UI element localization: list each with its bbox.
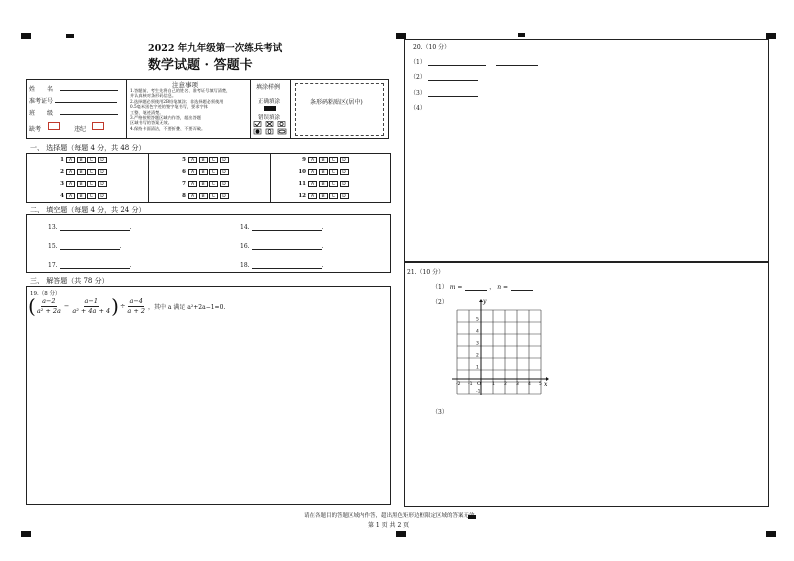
- y-tick-label: 2: [476, 353, 479, 359]
- q20-part1[interactable]: （1）: [410, 57, 538, 66]
- q20-label: 20.（10 分）: [413, 44, 451, 51]
- x-tick-label: 5: [539, 382, 542, 387]
- class-field[interactable]: [60, 108, 118, 115]
- registration-mark-bc: [396, 531, 406, 537]
- mcq-question-6[interactable]: 6 A B C D: [176, 168, 230, 176]
- violation-label: 违纪: [74, 126, 87, 133]
- q20-part4: （4）: [410, 105, 426, 112]
- section1-title: 一、 选择题（每题 4 分，共 48 分）: [30, 144, 146, 152]
- q19-expression: ( $\frac{a-2}{\text{a² + 2a}}$ − $\frac{a-1}{\text{a² + 4a + 4}}$ ) ÷ $\frac{a-4}{a + 2}$ ，其中 a 满足 a²+2a−1=0.: [28, 294, 226, 318]
- registration-mark-tc3: [518, 33, 525, 37]
- mcq-question-4[interactable]: 4 A B C D: [54, 192, 108, 200]
- blank-15[interactable]: 15. .: [48, 243, 122, 250]
- fill-correct-label: 正确填涂: [258, 99, 281, 105]
- mcq-question-11[interactable]: 11 A B C D: [296, 180, 350, 188]
- y-tick-label: 5: [476, 317, 479, 323]
- blank-14[interactable]: 14. .: [240, 224, 324, 231]
- barcode-area: [295, 83, 384, 136]
- fill-correct-sample: [264, 106, 276, 111]
- mcq-question-1[interactable]: 1 A B C D: [54, 156, 108, 164]
- coordinate-grid[interactable]: [450, 298, 550, 398]
- y-tick-label: 1: [476, 365, 479, 371]
- footer-page: 第 1 页 共 2 页: [368, 522, 410, 529]
- q21-part3-label: （3）: [432, 409, 448, 416]
- mcq-question-7[interactable]: 7 A B C D: [176, 180, 230, 188]
- y-axis-label: y: [483, 298, 487, 305]
- x-tick-label: 4: [528, 382, 531, 387]
- name-label: 姓 名: [29, 86, 54, 93]
- q19-answer-area[interactable]: [26, 286, 391, 505]
- barcode-label: 条形码粘贴区(居中): [310, 99, 363, 106]
- registration-mark-br: [766, 531, 776, 537]
- origin-label: O: [477, 381, 482, 387]
- exam-id-field[interactable]: [55, 96, 117, 103]
- mcq-question-5[interactable]: 5 A B C D: [176, 156, 230, 164]
- footer-warning: 请在各题目的答题区域内作答，超出黑色矩形边框限定区域的答案无效: [304, 513, 475, 519]
- missing-label: 缺考: [29, 126, 42, 133]
- blank-17[interactable]: 17. .: [48, 262, 132, 269]
- x-axis-label: x: [544, 381, 548, 388]
- q20-part3[interactable]: （3）: [410, 88, 478, 97]
- mcq-question-9[interactable]: 9 A B C D: [296, 156, 350, 164]
- exam-id-label: 准考证号: [29, 98, 54, 105]
- exam-title: 2022 年九年级第一次练兵考试: [148, 43, 283, 54]
- mcq-question-10[interactable]: 10 A B C D: [296, 168, 350, 176]
- y-tick-label: -1: [476, 389, 481, 395]
- y-tick-label: 3: [476, 341, 479, 347]
- notes-title: 注意事项: [172, 81, 198, 89]
- mcq-question-12[interactable]: 12 A B C D: [296, 192, 350, 200]
- mcq-question-8[interactable]: 8 A B C D: [176, 192, 230, 200]
- fill-example-title: 填涂样例: [256, 84, 281, 91]
- x-tick-label: -1: [468, 382, 473, 387]
- q21-label: 21.（10 分）: [407, 269, 445, 276]
- blank-13[interactable]: 13. .: [48, 224, 132, 231]
- x-tick-label: 3: [516, 382, 519, 387]
- card-title: 数学试题 · 答题卡: [148, 58, 253, 73]
- q21-part2-label: （2）: [432, 299, 448, 306]
- y-tick-label: 4: [476, 329, 479, 335]
- name-field[interactable]: [60, 84, 118, 91]
- registration-mark-tc1: [66, 34, 74, 38]
- x-tick-label: -2: [456, 382, 461, 387]
- registration-mark-tl: [21, 33, 31, 39]
- mcq-question-3[interactable]: 3 A B C D: [54, 180, 108, 188]
- class-label: 班 级: [29, 110, 54, 117]
- violation-checkbox[interactable]: [92, 122, 104, 130]
- fill-wrong-label: 错误填涂: [258, 115, 281, 121]
- missing-checkbox[interactable]: [48, 122, 60, 130]
- mcq-question-2[interactable]: 2 A B C D: [54, 168, 108, 176]
- x-tick-label: 1: [492, 382, 495, 387]
- fill-wrong-samples: [253, 121, 289, 136]
- x-tick-label: 2: [504, 382, 507, 387]
- blank-18[interactable]: 18. .: [240, 262, 324, 269]
- section3-title: 三、 解答题（共 78 分）: [30, 277, 109, 285]
- registration-mark-bl: [21, 531, 31, 537]
- blank-16[interactable]: 16. .: [240, 243, 324, 250]
- q21-part1[interactable]: （1） m = ， n =: [432, 282, 533, 291]
- section2-title: 二、 填空题（每题 4 分，共 24 分）: [30, 206, 146, 214]
- notes-body: 1.答题前，考生先将自己的姓名、准考证号填写清楚， 并认真核对条形码信息。 2.选择题必须使用2B铅笔填涂；非选择题必须使用 0.5毫米黑色字迹的签字笔书写，要求字体 工整、笔迹清楚。 3.严格按照答题区域内作答，超出答题 区域书写的答案无效。 4.保持卡面清洁，不要折叠、不要弄破。: [130, 88, 231, 131]
- q20-part2[interactable]: （2）: [410, 72, 478, 81]
- q19-label: 19.（8 分）: [30, 291, 61, 297]
